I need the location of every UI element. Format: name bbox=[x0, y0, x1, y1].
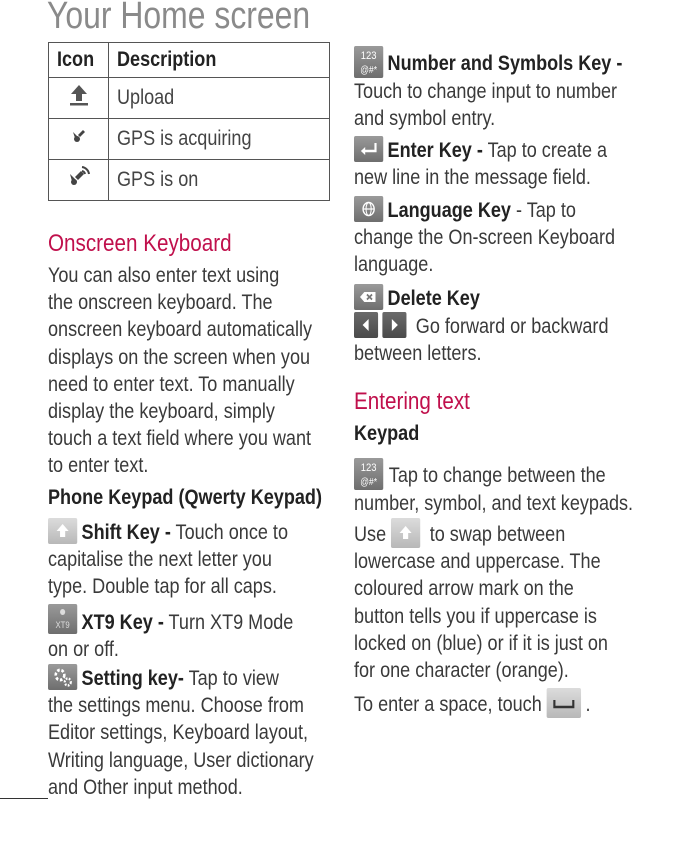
keypad-heading: Keypad bbox=[354, 422, 420, 445]
space-key-icon bbox=[547, 688, 581, 718]
table-header-row bbox=[49, 43, 330, 78]
svg-text:@#*: @#* bbox=[360, 476, 378, 488]
svg-text:123: 123 bbox=[360, 50, 377, 63]
delete-key-description: Delete Key Go forward or backward between letters. bbox=[354, 284, 650, 368]
number-symbols-key-label: Number and Symbols Key - bbox=[387, 52, 623, 75]
upload-icon bbox=[49, 78, 109, 119]
language-key-label: Language Key bbox=[387, 199, 511, 222]
table-row bbox=[49, 160, 330, 201]
page-divider bbox=[0, 798, 48, 799]
globe-icon bbox=[354, 196, 383, 222]
number-symbols-key-icon bbox=[354, 46, 383, 78]
shift-usage-description: Use to swap between lowercase and uppercase. The coloured arrow mark on the button tells you if uppercase is locked on (blue) or if it is just on for one character (orange). bbox=[354, 518, 649, 684]
svg-text:XT9: XT9 bbox=[55, 619, 70, 631]
entering-text-heading: Entering text bbox=[354, 388, 470, 415]
shift-key-description: Shift Key - Touch once to capitalise the next letter you type. Double tap for all caps. bbox=[48, 518, 327, 601]
setting-key-description: Setting key- Tap to view the settings menu. Choose from Editor settings, Keyboard layout, Writing language, User dictionary and Other input method. bbox=[48, 664, 357, 801]
gps-acquiring-icon bbox=[49, 119, 109, 160]
page-title: Your Home screen bbox=[47, 0, 311, 37]
enter-key-label: Enter Key - bbox=[387, 139, 483, 162]
column-header-icon: Icon bbox=[49, 43, 109, 78]
table-cell-desc: GPS is acquiring bbox=[109, 119, 330, 160]
xt9-key-icon bbox=[48, 604, 77, 634]
svg-text:@#*: @#* bbox=[360, 64, 378, 76]
shift-key-icon bbox=[48, 518, 77, 544]
table-cell-desc: GPS is on bbox=[109, 160, 330, 201]
enter-key-icon bbox=[354, 136, 383, 162]
delete-key-label: Delete Key bbox=[387, 287, 480, 310]
setting-key-label: Setting key- bbox=[81, 667, 184, 690]
arrow-left-icon bbox=[354, 312, 378, 338]
gps-on-icon bbox=[49, 160, 109, 201]
shift-key-label: Shift Key - bbox=[81, 521, 171, 544]
icon-table bbox=[48, 42, 330, 201]
delete-key-icon bbox=[354, 284, 383, 310]
gear-icon bbox=[48, 664, 77, 690]
language-key-description: Language Key - Tap to change the On-screen Keyboard language. bbox=[354, 196, 658, 279]
xt9-key-description: XT9 XT9 Key - Turn XT9 Mode on or off. bbox=[48, 604, 333, 663]
table-row bbox=[49, 119, 330, 160]
number-symbols-key-description: 123 @#* Number and Symbols Key - Touch to change input to number and symbol entry. bbox=[354, 46, 666, 132]
enter-key-description: Enter Key - Tap to create a new line in the message field. bbox=[354, 136, 648, 191]
column-header-description: Description bbox=[109, 43, 330, 78]
arrow-right-icon bbox=[382, 312, 406, 338]
xt9-key-label: XT9 Key - bbox=[81, 611, 164, 634]
onscreen-intro: You can also enter text using the onscreen keyboard. The onscreen keyboard automatically displays on the screen when you need to enter text. To manually display the keyboard, simply touch a text field where you want to enter text. bbox=[48, 264, 313, 478]
table-cell-desc: Upload bbox=[109, 78, 330, 119]
onscreen-keyboard-heading: Onscreen Keyboard bbox=[48, 230, 232, 257]
number-symbols-key-icon bbox=[354, 458, 383, 490]
shift-key-icon bbox=[391, 518, 420, 548]
keypad-description: 123 @#* Tap to change between the number, symbol, and text keypads. bbox=[354, 458, 679, 517]
space-description: To enter a space, touch . bbox=[354, 688, 629, 718]
phone-keypad-heading: Phone Keypad (Qwerty Keypad) bbox=[48, 486, 322, 509]
table-row bbox=[49, 78, 330, 119]
svg-text:123: 123 bbox=[360, 462, 377, 475]
